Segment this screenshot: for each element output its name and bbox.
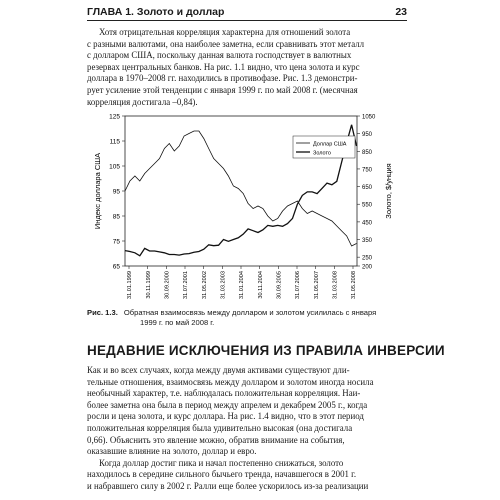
text-line: находилось в середине сильного бычьего тренда, начавшегося в 2001 г. <box>87 469 357 480</box>
caption-line-1: Обратная взаимосвязь между долларом и золотом усилилась с января <box>123 308 377 317</box>
x-tick-label: 31.07.2006 <box>295 271 302 299</box>
text-line: 0,66). Объяснить это явление можно, обратив внимание на события, <box>87 434 345 445</box>
y-tick-label-left: 85 <box>112 213 120 221</box>
dollar-gold-chart <box>87 108 407 306</box>
y-tick-label-right: 650 <box>362 185 373 192</box>
body-paragraph <box>87 365 409 493</box>
text-line: и набравшего силу в 2002 г. Ралли еще более ускорилось из-за реализации <box>87 480 369 491</box>
text-line: более заметна она была в период между апрелем и декабрем 2005 г., когда <box>87 399 368 410</box>
text-line: Как и во всех случаях, когда между двумя активами существуют дли- <box>87 365 350 375</box>
caption-line-2: 1999 г. по май 2008 г. <box>140 318 215 327</box>
y-tick-label-left: 125 <box>109 113 120 121</box>
y-tick-label-left: 95 <box>112 188 120 196</box>
y-axis-left-label: Индекс доллара США <box>93 152 102 230</box>
y-tick-label-left: 115 <box>109 138 120 146</box>
text-line: оказавшие влияние на золото, доллар и евро. <box>87 446 257 457</box>
text-line: Когда доллар достиг пика и начал постепенно снижаться, золото <box>99 457 344 468</box>
page-number: 23 <box>395 6 407 18</box>
x-tick-label: 31.03.2003 <box>220 271 227 299</box>
x-tick-label: 30.09.2000 <box>164 271 171 299</box>
y-tick-label-left: 105 <box>109 163 120 171</box>
figure-label: Рис. 1.3. <box>87 308 118 317</box>
intro-paragraph <box>87 27 409 108</box>
text-line: с долларом США, поскольку данная валюта господствует в валютных <box>87 50 352 61</box>
legend <box>293 136 355 158</box>
x-tick-label: 30.09.2005 <box>276 271 283 299</box>
x-tick-label: 31.05.2002 <box>201 271 208 299</box>
text-line: Хотя отрицательная корреляция характерна для отношений золота <box>99 27 351 37</box>
y-tick-label-left: 75 <box>112 238 120 246</box>
chapter-title: ГЛАВА 1. Золото и доллар <box>87 6 225 18</box>
text-line: положительная корреляция была удивительно высокая (она достигала <box>87 422 353 433</box>
text-line: резервах центральных банков. На рис. 1.1 видно, что цена золота и курс <box>87 61 360 72</box>
text-line: с разными валютами, она наиболее заметна, если сравнивать этот металл <box>87 38 365 49</box>
text-line: доллара в 1970–2008 гг. находились в противофазе. Рис. 1.3 демонстри- <box>87 73 358 84</box>
section-heading: НЕДАВНИЕ ИСКЛЮЧЕНИЯ ИЗ ПРАВИЛА ИНВЕРСИИ <box>87 343 445 358</box>
text-line: тельные отношения, взаимосвязь между долларом и золотом иногда носила <box>87 376 374 387</box>
x-tick-label: 30.11.1999 <box>145 271 152 299</box>
y-tick-label-right: 350 <box>362 238 373 245</box>
y-tick-label-right: 550 <box>362 202 373 209</box>
x-tick-label: 31.01.2004 <box>239 271 246 299</box>
legend-label-gold: Золото <box>313 150 331 157</box>
running-header <box>87 6 407 22</box>
x-tick-label: 31.03.2008 <box>332 271 339 299</box>
legend-label-dollar: Доллар США <box>313 141 347 148</box>
x-tick-label: 31.05.2008 <box>351 271 358 299</box>
text-line: росли и цена золота, и курс доллара. На рис. 1.4 видно, что в этот период <box>87 411 364 422</box>
x-tick-label: 31.07.2001 <box>183 271 190 299</box>
text-line: рует усиление этой тенденции с января 1999 г. по май 2008 г. (месячная <box>87 84 358 95</box>
x-tick-label: 30.11.2004 <box>257 271 264 299</box>
header-rule <box>87 20 407 21</box>
y-axis-right-label: Золото, $/унция <box>384 163 393 219</box>
y-tick-label-right: 1050 <box>362 114 376 121</box>
figure-caption <box>87 308 409 328</box>
y-tick-label-right: 750 <box>362 167 373 174</box>
y-axis-right <box>357 115 376 271</box>
x-tick-label: 31.01.1999 <box>127 271 134 299</box>
text-line: корреляция достигала –0,84). <box>87 96 198 107</box>
y-tick-label-right: 250 <box>362 255 373 262</box>
x-tick-label: 31.05.2007 <box>313 271 320 299</box>
y-tick-label-left: 65 <box>112 263 120 271</box>
y-tick-label-right: 200 <box>362 264 373 271</box>
text-line: необычный характер, т.е. наблюдалась положительная корреляция. Наи- <box>87 388 361 399</box>
y-tick-label-right: 950 <box>362 132 373 139</box>
y-tick-label-right: 850 <box>362 149 373 156</box>
y-axis-left <box>109 114 125 271</box>
x-axis <box>127 266 357 299</box>
y-tick-label-right: 450 <box>362 220 373 227</box>
